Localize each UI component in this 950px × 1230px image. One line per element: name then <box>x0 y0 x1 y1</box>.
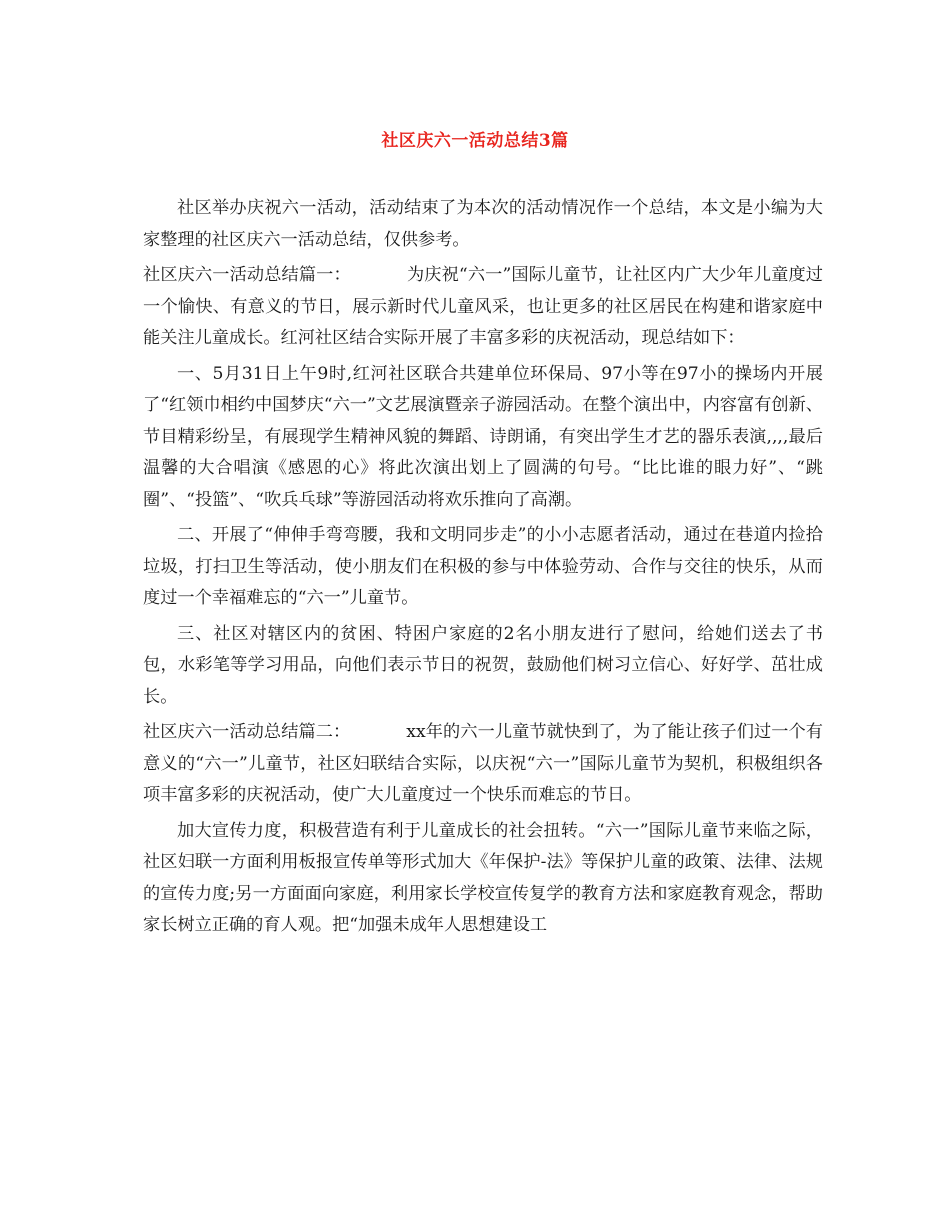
document-body <box>143 193 823 946</box>
paragraph-text: 一、5月31日上午9时,红河社区联合共建单位环保局、97小等在97小的操场内开展了“红领巾相约中国梦庆“六一”文艺展演暨亲子游园活动。在整个演出中，内容富有创新、节目精彩纷呈，有展现学生精神风貌的舞蹈、诗朗诵，有突出学生才艺的器乐表演,,,,最后温馨的大合唱演《感恩的心》将此次演出划上了圆满的句号。“比比谁的眼力好”、“跳圈”、“投篮”、“吹兵乓球”等游园活动将欢乐推向了高潮。 <box>143 363 823 510</box>
paragraph-text: 三、社区对辖区内的贫困、特困户家庭的2名小朋友进行了慰问，给她们送去了书包，水彩笔等学习用品，向他们表示节日的祝贺，鼓励他们树习立信心、好好学、茁壮成长。 <box>143 623 823 707</box>
paragraph-part1-item1 <box>143 359 823 517</box>
paragraph-text: 二、开展了“伸伸手弯弯腰，我和文明同步走”的小小志愿者活动，通过在巷道内捡拾垃圾，打扫卫生等活动，使小朋友们在积极的参与中体验劳动、合作与交往的快乐，从而度过一个幸福难忘的“六一”儿童节。 <box>143 525 823 608</box>
paragraph-text: xx年的六一儿童节就快到了，为了能让孩子们过一个有意义的“六一”儿童节，社区妇联结合实际，以庆祝“六一”国际儿童节为契机，积极组织各项丰富多彩的庆祝活动，使广大儿童度过一个快乐而难忘的节日。 <box>143 722 823 805</box>
paragraph-part1-item2 <box>143 520 823 615</box>
section-heading: 社区庆六一活动总结篇二： <box>143 722 351 742</box>
section-heading: 社区庆六一活动总结篇一： <box>143 265 351 285</box>
paragraph-part2-intro <box>143 717 823 812</box>
paragraph-part1-item3 <box>143 619 823 714</box>
document-title: 社区庆六一活动总结3篇 <box>381 131 569 151</box>
paragraph-text: 社区举办庆祝六一活动，活动结束了为本次的活动情况作一个总结，本文是小编为大家整理的社区庆六一活动总结，仅供参考。 <box>143 198 823 250</box>
paragraph-part1-intro <box>143 260 823 355</box>
paragraph-text: 加大宣传力度，积极营造有利于儿童成长的社会扭转。“六一”国际儿童节来临之际，社区妇联一方面利用板报宣传单等形式加大《年保护-法》等保护儿童的政策、法律、法规的宣传力度;另一方面面向家庭，利用家长学校宣传复学的教育方法和家庭教育观念，帮助家长树立正确的育人观。把“加强未成年人思想建设工 <box>143 820 823 935</box>
paragraph-intro <box>143 193 823 256</box>
paragraph-text: 为庆祝“六一”国际儿童节，让社区内广大少年儿童度过一个愉快、有意义的节日，展示新时代儿童风采，也让更多的社区居民在构建和谐家庭中能关注儿童成长。红河社区结合实际开展了丰富多彩的庆祝活动，现总结如下： <box>143 265 823 348</box>
paragraph-part2-item1 <box>143 816 823 942</box>
